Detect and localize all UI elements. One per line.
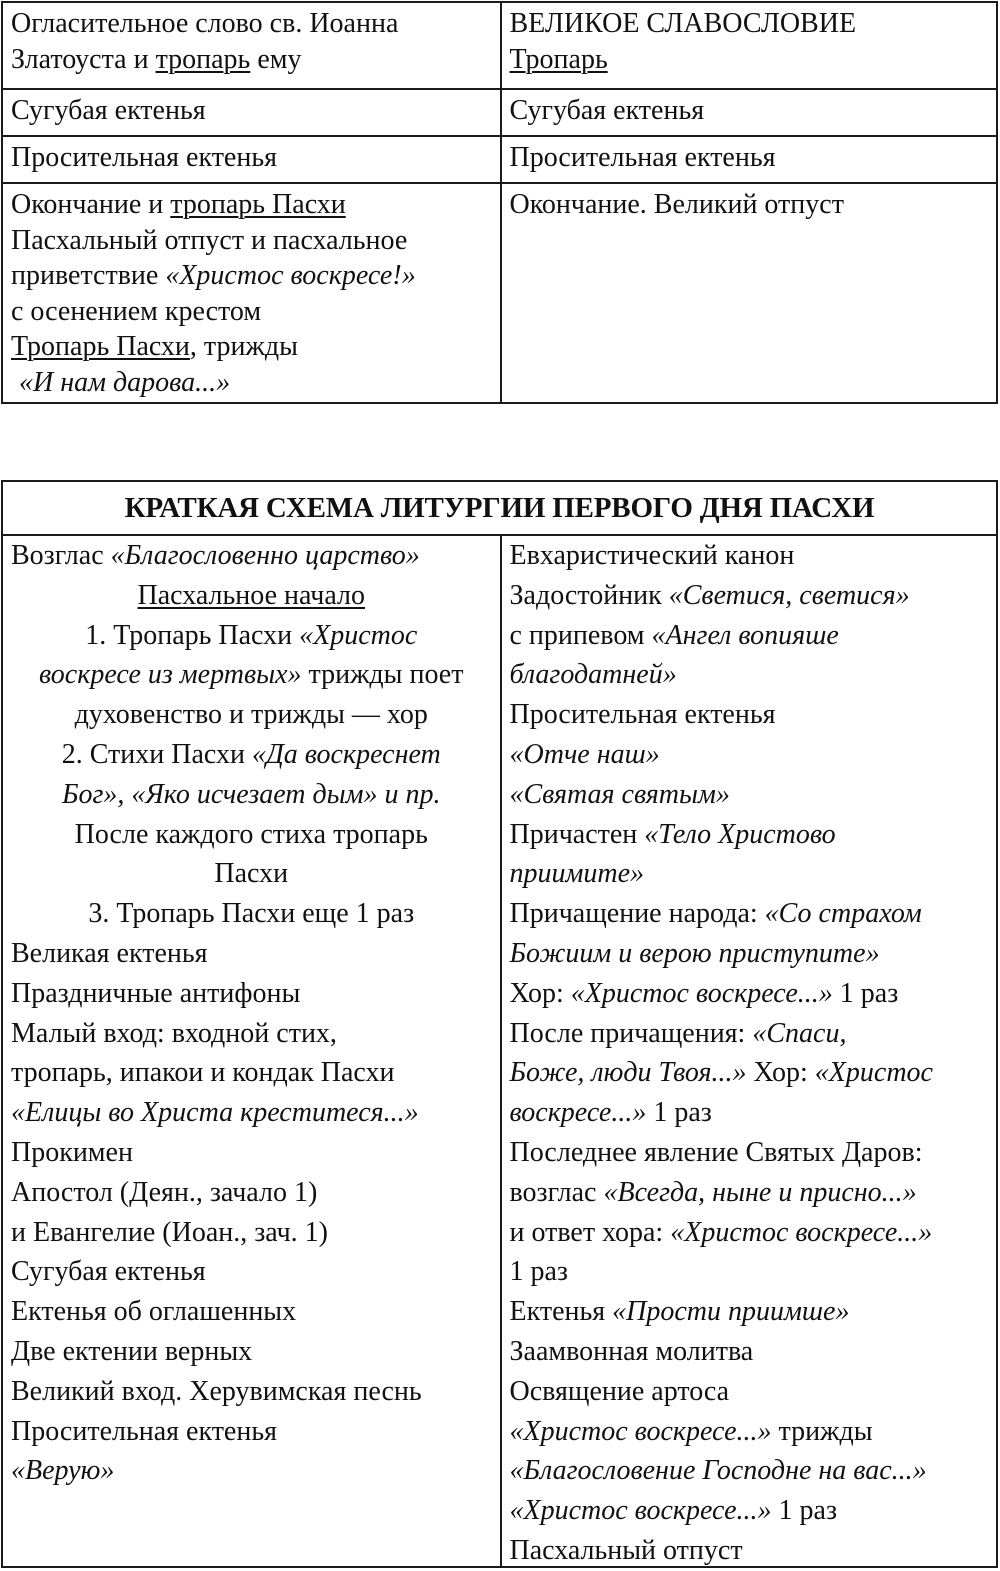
list-item: Ектенья «Прости приимше» [509,1296,850,1328]
table-row [3,88,996,135]
list-item: После каждого стиха тропарь [74,818,428,850]
list-item: Бог», «Яко исчезает дым» и пр. [61,778,441,810]
cell-text: ему [250,43,302,75]
right-column [500,536,997,1566]
cell-text: Окончание и [11,189,171,220]
list-item: благодатней» [509,659,677,691]
cell-text: , трижды [189,331,298,362]
table-cell: Просительная ектенья [11,142,277,173]
table-title-row [3,482,996,536]
list-item: «Елицы во Христа креститеся...» [11,1097,419,1129]
list-item: Просительная ектенья [11,1415,277,1447]
troparion-link: Тропарь [509,43,608,75]
list-item: Евхаристический канон [509,540,795,571]
list-item: Апостол (Деян., зачало 1) [11,1176,318,1208]
list-item: Причастен «Тело Христово [509,818,836,850]
quote-text: «И нам дарова...» [19,366,231,398]
list-item: Возглас «Благословенно царство» [11,540,420,571]
list-item: Пасхи [214,858,289,890]
section-heading: ВЕЛИКОЕ СЛАВОСЛОВИЕ [509,8,857,39]
table-cell [3,3,500,88]
table-cell: Просительная ектенья [500,137,997,182]
table-cell: Сугубая ектенья [500,90,997,135]
table-row [3,536,996,1566]
list-item: «Отче наш» [509,738,660,770]
list-item: «Верую» [11,1455,115,1487]
list-item: воскресе из мертвых» трижды поет [39,659,464,691]
troparion-link: Тропарь Пасхи [11,331,190,362]
list-item: Великая ектенья [11,937,208,969]
list-item: тропарь, ипакои и кондак Пасхи [11,1057,395,1089]
list-item: 1 раз [509,1256,568,1288]
cell-line [11,42,492,78]
cell-line: Огласительное слово св. Иоанна [11,8,399,39]
list-item: Заамвонная молитва [509,1335,754,1367]
list-item: Освящение артоса [509,1375,730,1407]
cell-line [11,187,492,223]
list-item: 2. Стихи Пасхи «Да воскреснет [61,738,441,770]
troparion-link: тропарь Пасхи [170,189,346,220]
troparion-link: тропарь [155,43,251,75]
list-item: 1. Тропарь Пасхи «Христос [85,619,418,651]
list-item: Последнее явление Святых Даров: [509,1136,923,1168]
list-item: Праздничные антифоны [11,977,301,1009]
table-row [3,3,996,88]
table-row [3,182,996,402]
list-item: 3. Тропарь Пасхи еще 1 раз [88,898,415,930]
list-item: Сугубая ектенья [11,1256,206,1288]
list-item: Прокимен [11,1136,133,1168]
list-item: Пасхальный отпуст [509,1534,743,1566]
list-item: и Евангелие (Иоан., зач. 1) [11,1216,329,1248]
cell-line [11,258,492,294]
list-item: приимите» [509,858,645,890]
cell-line: Пасхальный отпуст и пасхальное [11,224,408,256]
list-item: Малый вход: входной стих, [11,1017,337,1049]
list-item: Две ектении верных [11,1335,253,1367]
list-item: воскресе...» 1 раз [509,1097,712,1129]
cell-line: с осенением крестом [11,295,262,327]
section-heading: Пасхальное начало [137,579,366,611]
list-item: «Христос воскресе...» 1 раз [509,1495,838,1527]
cell-text: Златоуста и [11,43,156,75]
list-item: «Благословение Господне на вас...» [509,1455,927,1487]
cell-line [11,329,492,365]
table-cell: Сугубая ектенья [11,95,206,126]
list-item: После причащения: «Спаси, [509,1017,847,1049]
list-item: «Христос воскресе...» трижды [509,1415,873,1447]
list-item: Боже, люди Твоя...» Хор: «Христос [509,1057,933,1089]
quote-text: «Христос воскресе!» [165,260,416,291]
list-item: возглас «Всегда, ныне и присно...» [509,1176,917,1208]
table-title: КРАТКАЯ СХЕМА ЛИТУРГИИ ПЕРВОГО ДНЯ ПАСХИ [124,491,875,524]
list-item: духовенство и трижды — хор [74,699,428,731]
cell-text: приветствие [11,260,166,291]
list-item: «Святая святым» [509,778,730,810]
list-item: Божиим и верою приступите» [509,937,880,969]
list-item: Великий вход. Херувимская песнь [11,1375,422,1407]
list-item: Просительная ектенья [509,699,776,731]
list-item: Ектенья об оглашенных [11,1296,297,1328]
liturgy-scheme-table [1,480,998,1568]
order-table-top [1,1,998,404]
table-row [3,135,996,182]
left-column [3,536,500,1566]
list-item: Хор: «Христос воскресе...» 1 раз [509,977,899,1009]
table-cell: Окончание. Великий отпуст [500,184,997,402]
list-item: и ответ хора: «Христос воскресе...» [509,1216,933,1248]
list-item: Причащение народа: «Со страхом [509,898,922,930]
list-item: Задостойник «Светися, светися» [509,579,910,611]
table-cell [500,3,997,88]
list-item: с припевом «Ангел вопияше [509,619,839,651]
table-cell [3,184,500,402]
